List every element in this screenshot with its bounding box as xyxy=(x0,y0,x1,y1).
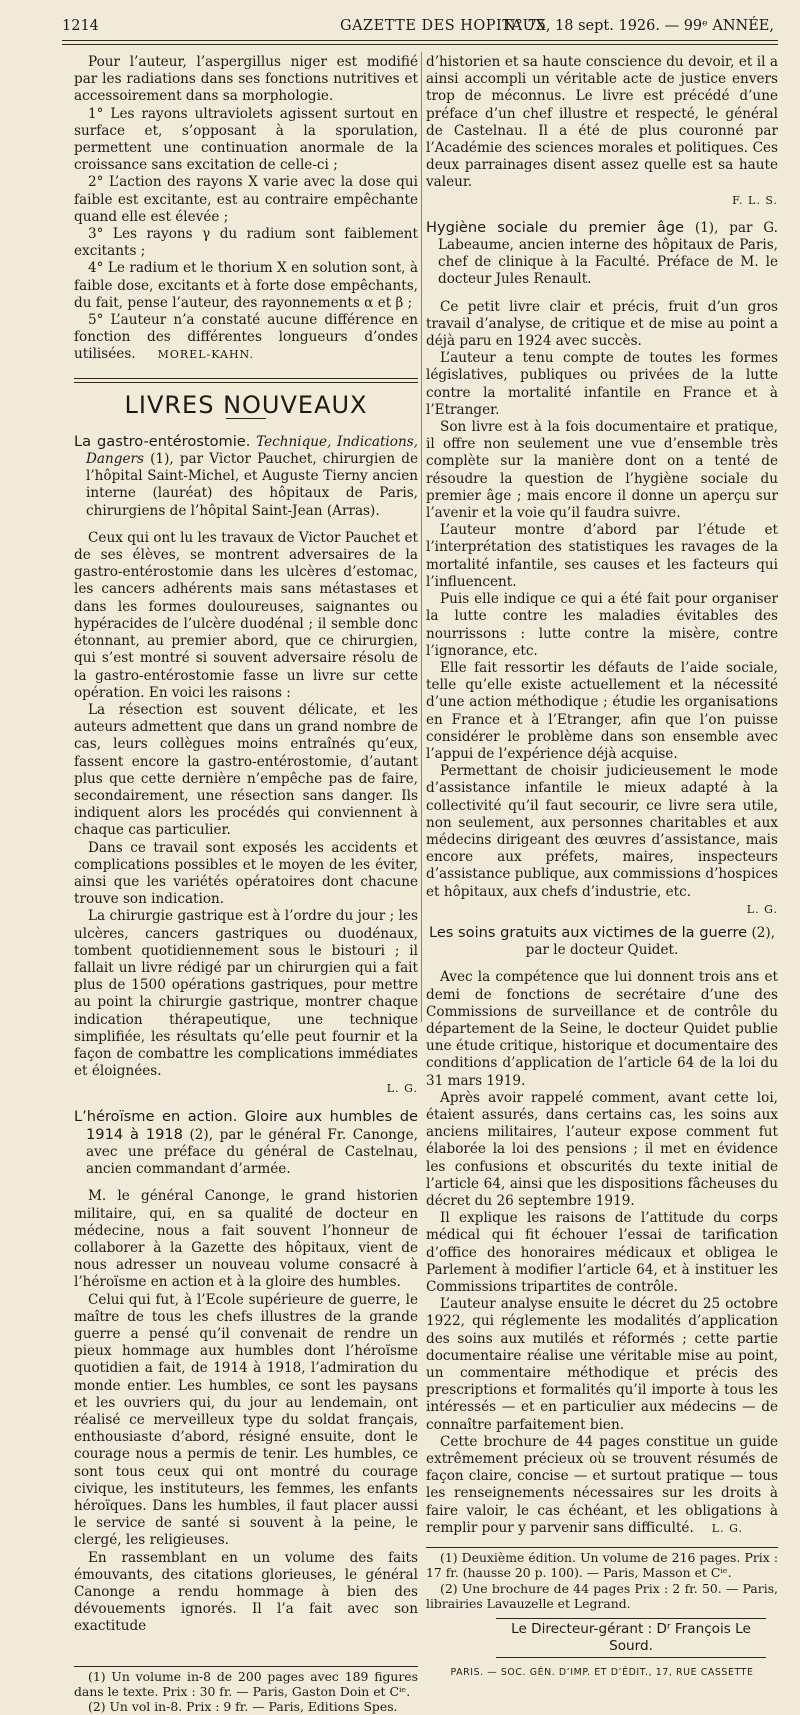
book3-paragraph: Permettant de choisir judicieusement le mode d’assistance infantile le mieux adapté à la collectivité qu’il faut secourir, ce livre sera utile, non seulement, aux personnes charitables et aux médecins dirigeant des œuvres d’assistance, mais encore aux préfets, maires, inspecteurs d’assistance publique, aux commissions d’hospices et hôpitaux, aux chefs d’industrie, etc. xyxy=(426,763,778,900)
book2-signature: F. L. S. xyxy=(732,193,778,207)
book4-paragraph: Il explique les raisons de l’attitude du corps médical qui fit échouer l’essai de tarification d’office des honoraires médicaux et obligea le Parlement à modifier l’article 64, et à instituer les Commissions tripartites de contrôle. xyxy=(426,1210,778,1296)
book3-paragraph: L’auteur a tenu compte de toutes les formes législatives, publiques ou privées de la lutte contre la mortalité infantile en France et à l’Etranger. xyxy=(426,350,778,418)
book3-paragraph: Son livre est à la fois documentaire et pratique, il offre non seulement une vue d’ensemble très complète sur la manière dont on a tenté de résoudre la question de l’hygiène sociale du premier âge ; mais encore il donne un aperçu sur l’avenir et la voie qu’il faudra suivre. xyxy=(426,419,778,522)
review-intro: Pour l’auteur, l’aspergillus niger est modifié par les radiations dans ses fonctions nutritives et accessoirement dans sa morphologie. xyxy=(74,54,418,105)
left-footnotes xyxy=(74,1669,418,1715)
book3-title: Hygiène sociale du premier âge xyxy=(426,218,685,236)
review-point-4: 4° Le radium et le thorium X en solution sont, à faible dose, excitants et à forte dose empêchants, du fait, pense l’auteur, des rayonnements α et β ; xyxy=(74,260,418,311)
book1-authors: par Victor Pauchet, chirurgien de l’hôpital Saint-Michel, et Auguste Tierny ancien interne (lauréat) des hôpitaux de Paris, chirurgiens de l’hôpital Saint-Jean (Arras). xyxy=(86,451,419,519)
running-header xyxy=(62,14,790,36)
book2-paragraph: M. le général Canonge, le grand historien militaire, qui, en sa qualité de docteur en médecine, nous a fait souvent l’honneur de collaborer à la Gazette des hôpitaux, vient de nous adresser un nouveau volume consacré à l’héroïsme en action et à la gloire des humbles. xyxy=(74,1188,418,1291)
footnote: (2) Un vol in-8. Prix : 9 fr. — Paris, Editions Spes. xyxy=(88,1699,398,1715)
book1-paragraph: Ceux qui ont lu les travaux de Victor Pauchet et de ses élèves, se montrent adversaires de la gastro-entérostomie dans les ulcères d’estomac, les cancers adhérents mais sans métastases et dans les formes douloureuses, saignantes ou hypéracides de l’ulcère duodénal ; il semble donc étonnant, au premier abord, que ce chirurgien, qui s’est montré si souvent adversaire résolu de la gastro-entérostomie fasse un livre sur cette opération. En voici les raisons : xyxy=(74,529,418,701)
footnote: (1) Deuxième édition. Un volume de 216 pages. Prix : 17 fr. (hausse 20 p. 100). — Paris, Masson et Cⁱᵉ. xyxy=(426,1550,778,1581)
book3-paragraph: Ce petit livre clair et précis, fruit d’un gros travail d’analyse, de critique et de mise au point a déjà paru en 1924 avec succès. xyxy=(426,298,778,350)
right-column xyxy=(426,54,778,1681)
book4-signature: L. G. xyxy=(711,1521,743,1535)
left-column xyxy=(74,54,418,1715)
book1-paragraph: Dans ce travail sont exposés les accidents et complications possibles et le moyen de les éviter, ainsi que les variétés opératoires dont chacune trouve son indication. xyxy=(74,839,418,908)
book3-paragraph: Puis elle indique ce qui a été fait pour organiser la lutte contre les maladies évitables des nourrissons : lutte contre la misère, contre l’ignorance, etc. xyxy=(426,591,778,659)
page-number: 1214 xyxy=(62,18,99,34)
review-point-1: 1° Les rayons ultraviolets agissent surtout en surface et, s’opposant à la sporulation, permettent une continuation anormale de la croissance sans excitation de celle-ci ; xyxy=(74,105,418,174)
header-double-rule xyxy=(62,40,778,45)
director-gerant: Le Directeur-gérant : Dʳ François Le Sourd. xyxy=(496,1618,766,1658)
book4-paragraph: Avec la compétence que lui donnent trois ans et demi de fonctions de secrétaire d’une des Commissions de surveillance et de contrôle du département de la Seine, le docteur Quidet publie une étude critique, historique et documentaire des conditions d’application de l’article 64 de la loi du 31 mars 1919. xyxy=(426,969,778,1089)
book4-title: Les soins gratuits aux victimes de la guerre xyxy=(428,923,748,941)
journal-title: GAZETTE DES HOPITAUX xyxy=(340,18,547,34)
book1-heading: La gastro-entérostomie. Technique, Indications, Dangers (1), par Victor Pauchet, chirurgien de l’hôpital Saint-Michel, et Auguste Tierny ancien interne (lauréat) des hôpitaux de Paris, chirurgiens de l’hôpital Saint-Jean (Arras). xyxy=(74,432,419,519)
book1-paragraph: La résection est souvent délicate, et les auteurs admettent que dans un grand nombre de cas, leurs collègues moins entraînés qu’eux, fassent encore la gastro-entérostomie, d’autant plus que cette dernière n’empêche pas de faire, secondairement, une résection sans danger. Ils indiquent alors les procédés qui conviennent à chaque cas particulier. xyxy=(74,701,418,839)
footnote: (1) Un volume in-8 de 200 pages avec 189 figures dans le texte. Prix : 30 fr. — Paris, Gaston Doin et Cⁱᵉ. xyxy=(74,1668,418,1700)
book1-title: La gastro-entérostomie. xyxy=(74,432,251,450)
review-point-5: 5° L’auteur n’a constaté aucune différence en fonction des différentes longueurs d’ondes utilisées. MOREL-KAHN. xyxy=(74,312,418,363)
book2-title: L’héroïsme en action. Gloire aux humbles de 1914 à 1918 xyxy=(74,1107,418,1143)
review-point-2: 2° L’action des rayons X varie avec la dose qui faible est excitante, est au contraire empêchante quand elle est élevée ; xyxy=(74,174,418,225)
column-separator xyxy=(421,52,422,1022)
review-point-3: 3° Les rayons γ du radium sont faiblement excitants ; xyxy=(74,226,418,260)
section-title: LIVRES NOUVEAUX xyxy=(124,390,368,419)
review-signature: MOREL-KAHN. xyxy=(157,348,254,362)
book3-authors: par G. Labeaume, ancien interne des hôpitaux de Paris, chef de clinique à la Faculté. Préface de M. le docteur Jules Renault. xyxy=(438,219,778,288)
book4-paragraph: Cette brochure de 44 pages constitue un guide extrêmement précieux où se trouvent résumés de façon claire, concise — et surtout pratique — tous les renseignements nécessaires sur les droits à faire valoir, le cas échéant, et les obligations à remplir pour y parvenir sans difficulté. L. G. xyxy=(426,1433,778,1536)
footnote: (2) Une brochure de 44 pages Prix : 2 fr. 50. — Paris, librairies Lavauzelle et Legrand. xyxy=(426,1580,778,1612)
book3-paragraph: L’auteur montre d’abord par l’étude et l’interprétation des statistiques les ravages de la mortalité infantile, ses causes et les facteurs qui l’influencent. xyxy=(426,522,778,590)
footnote-rule xyxy=(74,1666,418,1667)
book4-heading: Les soins gratuits aux victimes de la guerre (2), par le docteur Quidet. xyxy=(428,923,776,959)
book2-authors: par le général Fr. Canonge, avec une préface du général de Castelnau, ancien commandant d’armée. xyxy=(86,1126,418,1178)
book2-paragraph: En rassemblant en un volume des faits émouvants, des citations glorieuses, le général Canonge a rendu hommage à bien des dévouements ignorés. Il l’a fait avec son exactitude xyxy=(74,1549,418,1635)
book1-signature: L. G. xyxy=(386,1082,418,1096)
book3-paragraph: Elle fait ressortir les défauts de l’aide sociale, telle qu’elle existe actuellement et la nécessité d’une action méthodique ; étudie les organisations en France et à l’Etranger, afin que l’on puisse considérer le problème dans son ensemble avec l’appui de l’expérience déjà acquise. xyxy=(426,659,778,762)
book1-subtitle: Technique, Indications, Dangers xyxy=(86,433,418,468)
book3-signature: L. G. xyxy=(746,902,778,916)
book4-authors: par le docteur Quidet. xyxy=(525,942,679,959)
book1-paragraph: La chirurgie gastrique est à l’ordre du jour ; les ulcères, cancers gastriques ou duodénaux, tombent quotidiennement sous le bistouri ; il fallait un livre rédigé par un chirurgien qui a fait plus de 1500 opérations gastriques, pour mettre au point la chirurgie gastrique, montrer chaque indication thérapeutique, une technique simplifiée, les résultats qu’elle peut fournir et la façon de combattre les complications immédiates et éloignées. xyxy=(74,908,418,1080)
book2-paragraph: Celui qui fut, à l’Ecole supérieure de guerre, le maître de tous les chefs illustres de la grande guerre a pensé qu’il convenait de rendre un pieux hommage aux humbles dont l’héroïsme quotidien a fait, de 1914 à 1918, l’admiration du monde entier. Les humbles, ce sont les paysans et les ouvriers qui, du jour au lendemain, ont réalisé ce merveilleux type du soldat français, enthousiaste d’abord, résigné ensuite, dont le courage nous a permis de tenir. Les humbles, ce sont tous ceux qui ont montré du courage civique, les instituteurs, les femmes, les enfants héroïques. Dans les humbles, il faut placer aussi le service de santé si souvent à la peine, le clergé, les religieuses. xyxy=(74,1291,418,1549)
book2-continuation: d’historien et sa haute conscience du devoir, et il a ainsi accompli un véritable acte de justice envers trop de méconnus. Le livre est précédé d’une préface d’un chef illustre et respecté, le général de Castelnau. Il a été de plus couronné par l’Académie des sciences morales et politiques. Ces deux parrainages disent assez quelle est sa haute valeur. xyxy=(426,54,778,191)
section-double-rule xyxy=(74,378,418,383)
issue-info: N° 75, 18 sept. 1926. — 99ᵉ ANNÉE, xyxy=(502,18,774,34)
book4-paragraph: L’auteur analyse ensuite le décret du 25 octobre 1922, qui réglemente les modalités d’application des soins aux mutilés et réformés ; cette partie documentaire réalise une véritable mise au point, un commentaire méthodique et précis des prescriptions et formalités qu’il importe à tous les intéressés — et en particulier aux médecins — de connaître parfaitement bien. xyxy=(426,1296,778,1433)
book4-paragraph: Après avoir rappelé comment, avant cette loi, étaient assurés, dans certains cas, les soins aux anciens militaires, l’auteur expose comment fut élaborée la loi des pensions ; il met en évidence les confusions et obscurités du texte initial de l’article 64, ainsi que les dispositions fâcheuses du décret du 26 septembre 1919. xyxy=(426,1089,778,1209)
right-footnotes xyxy=(426,1550,778,1612)
printer-imprint: PARIS. — SOC. GÉN. D’IMP. ET D’ÉDIT., 17, RUE CASSETTE xyxy=(450,1667,754,1679)
footnote-rule xyxy=(426,1547,778,1548)
book3-heading: Hygiène sociale du premier âge (1), par G. Labeaume, ancien interne des hôpitaux de Paris, chef de clinique à la Faculté. Préface de M. le docteur Jules Renault. xyxy=(426,218,778,288)
book2-heading: L’héroïsme en action. Gloire aux humbles de 1914 à 1918 (2), par le général Fr. Canonge, avec une préface du général de Castelnau, ancien commandant d’armée. xyxy=(74,1107,418,1178)
